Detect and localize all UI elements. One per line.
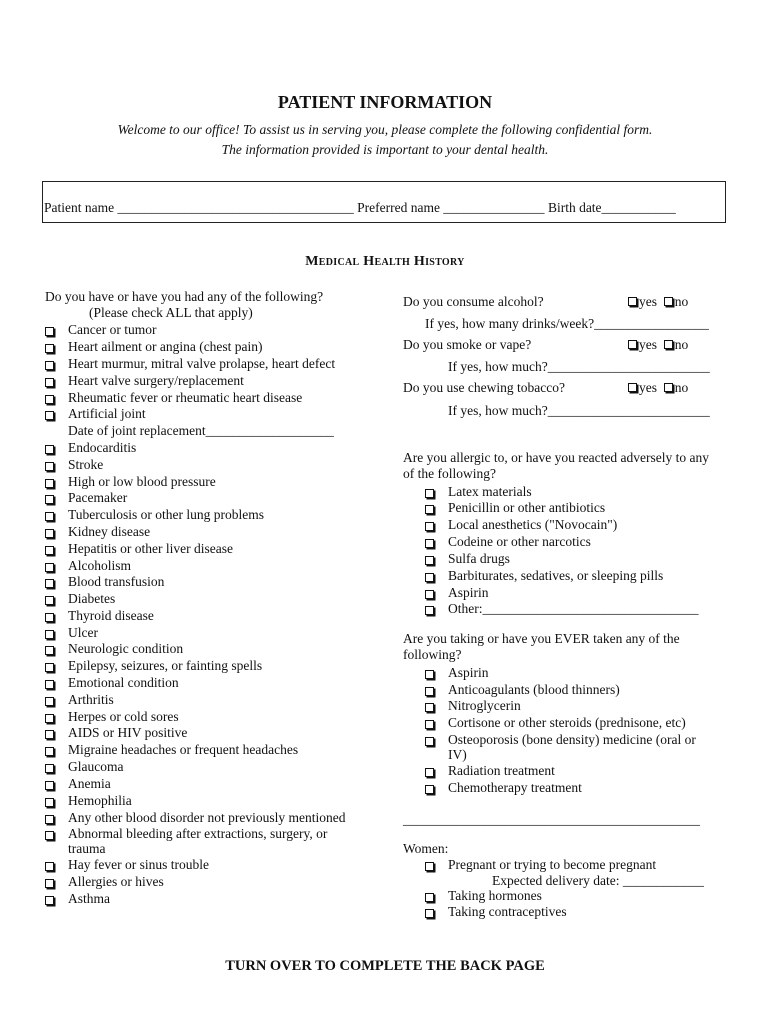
alcohol-yes-no bbox=[628, 294, 688, 310]
condition-13-checkbox[interactable] bbox=[45, 563, 54, 572]
condition-12-checkbox[interactable] bbox=[45, 546, 54, 555]
condition-30-checkbox[interactable] bbox=[45, 862, 54, 871]
condition-22-checkbox[interactable] bbox=[45, 714, 54, 723]
allergy-1-label: Penicillin or other antibiotics bbox=[448, 500, 606, 515]
condition-11-checkbox[interactable] bbox=[45, 529, 54, 538]
condition-0-label: Cancer or tumor bbox=[68, 322, 157, 337]
condition-32-label: Asthma bbox=[68, 891, 110, 906]
allergy-7-checkbox[interactable] bbox=[425, 606, 434, 615]
condition-5-label: Artificial joint bbox=[68, 406, 146, 421]
condition-14-label: Blood transfusion bbox=[68, 574, 165, 589]
condition-23-checkbox[interactable] bbox=[45, 730, 54, 739]
condition-15-checkbox[interactable] bbox=[45, 596, 54, 605]
alcohol-question: Do you consume alcohol? bbox=[403, 294, 544, 309]
condition-0-checkbox[interactable] bbox=[45, 327, 54, 336]
tobacco-yes-checkbox[interactable] bbox=[628, 383, 637, 392]
condition-27-checkbox[interactable] bbox=[45, 798, 54, 807]
conditions-question: Do you have or have you had any of the following? bbox=[45, 289, 324, 304]
condition-7-checkbox[interactable] bbox=[45, 462, 54, 471]
condition-20-label: Emotional condition bbox=[68, 675, 179, 690]
blank-line[interactable]: ____________________________________________ bbox=[403, 812, 700, 827]
condition-16-label: Thyroid disease bbox=[68, 608, 154, 623]
condition-2-label: Heart murmur, mitral valve prolapse, heart defect bbox=[68, 356, 336, 371]
medication-1-checkbox[interactable] bbox=[425, 687, 434, 696]
condition-29-checkbox[interactable] bbox=[45, 831, 54, 840]
condition-27-label: Hemophilia bbox=[68, 793, 132, 808]
smoke-no-checkbox[interactable] bbox=[664, 340, 673, 349]
birth-date-field[interactable]: Birth date___________ bbox=[547, 200, 676, 215]
condition-6-label: Endocarditis bbox=[68, 440, 137, 455]
condition-24-checkbox[interactable] bbox=[45, 747, 54, 756]
condition-16-checkbox[interactable] bbox=[45, 613, 54, 622]
allergy-3-label: Codeine or other narcotics bbox=[448, 534, 591, 549]
condition-18-label: Neurologic condition bbox=[68, 641, 184, 656]
condition-1-label: Heart ailment or angina (chest pain) bbox=[68, 339, 263, 354]
condition-29-label: Abnormal bleeding after extractions, surgery, or bbox=[68, 826, 328, 841]
alcohol-followup[interactable]: If yes, how many drinks/week?_________________ bbox=[425, 316, 709, 331]
condition-26-label: Anemia bbox=[68, 776, 111, 791]
medication-3-label: Cortisone or other steroids (prednisone, etc) bbox=[448, 715, 686, 730]
condition-26-checkbox[interactable] bbox=[45, 781, 54, 790]
condition-32-checkbox[interactable] bbox=[45, 896, 54, 905]
medication-3-checkbox[interactable] bbox=[425, 720, 434, 729]
yes-label: yes bbox=[639, 380, 657, 395]
medication-4-label: Osteoporosis (bone density) medicine (oral or bbox=[448, 732, 696, 747]
intro-line-2: The information provided is important to your dental health. bbox=[221, 142, 549, 157]
condition-4-checkbox[interactable] bbox=[45, 395, 54, 404]
tobacco-no-checkbox[interactable] bbox=[664, 383, 673, 392]
medications-question: Are you taking or have you EVER taken any of the bbox=[403, 631, 680, 646]
allergy-0-checkbox[interactable] bbox=[425, 489, 434, 498]
condition-8-checkbox[interactable] bbox=[45, 479, 54, 488]
allergy-4-checkbox[interactable] bbox=[425, 556, 434, 565]
condition-31-label: Allergies or hives bbox=[68, 874, 164, 889]
medication-5-checkbox[interactable] bbox=[425, 768, 434, 777]
smoke-followup[interactable]: If yes, how much?________________________ bbox=[448, 359, 710, 374]
condition-13-label: Alcoholism bbox=[68, 558, 131, 573]
footer-instruction: TURN OVER TO COMPLETE THE BACK PAGE bbox=[225, 958, 545, 974]
allergy-2-label: Local anesthetics ("Novocain") bbox=[448, 517, 618, 532]
preferred-name-field[interactable]: Preferred name _______________ bbox=[357, 200, 545, 215]
medication-0-checkbox[interactable] bbox=[425, 670, 434, 679]
condition-3-label: Heart valve surgery/replacement bbox=[68, 373, 244, 388]
condition-25-label: Glaucoma bbox=[68, 759, 124, 774]
no-label: no bbox=[674, 380, 689, 395]
tobacco-yes-no bbox=[628, 380, 688, 396]
hormones-label: Taking hormones bbox=[448, 888, 542, 903]
condition-5-checkbox[interactable] bbox=[45, 411, 54, 420]
condition-17-checkbox[interactable] bbox=[45, 630, 54, 639]
allergy-1-checkbox[interactable] bbox=[425, 505, 434, 514]
condition-31-checkbox[interactable] bbox=[45, 879, 54, 888]
allergy-4-label: Sulfa drugs bbox=[448, 551, 510, 566]
condition-7-label: Stroke bbox=[68, 457, 104, 472]
allergy-3-checkbox[interactable] bbox=[425, 539, 434, 548]
medications-question-cont: following? bbox=[403, 647, 462, 662]
tobacco-question: Do you use chewing tobacco? bbox=[403, 380, 565, 395]
condition-23-label: AIDS or HIV positive bbox=[68, 725, 188, 740]
women-label: Women: bbox=[403, 841, 449, 856]
condition-10-checkbox[interactable] bbox=[45, 512, 54, 521]
pregnant-label: Pregnant or trying to become pregnant bbox=[448, 857, 657, 872]
condition-1-checkbox[interactable] bbox=[45, 344, 54, 353]
osteoporosis-cont: IV) bbox=[448, 747, 467, 762]
allergy-7-label: Other:________________________________ bbox=[448, 601, 699, 616]
condition-12-label: Hepatitis or other liver disease bbox=[68, 541, 233, 556]
condition-11-label: Kidney disease bbox=[68, 524, 151, 539]
condition-25-checkbox[interactable] bbox=[45, 764, 54, 773]
no-label: no bbox=[674, 294, 689, 309]
condition-22-label: Herpes or cold sores bbox=[68, 709, 179, 724]
page-title: PATIENT INFORMATION bbox=[277, 92, 493, 112]
contraceptives-label: Taking contraceptives bbox=[448, 904, 567, 919]
conditions-instruction: (Please check ALL that apply) bbox=[89, 305, 253, 320]
alcohol-no-checkbox[interactable] bbox=[664, 297, 673, 306]
medication-4-checkbox[interactable] bbox=[425, 737, 434, 746]
condition-28-checkbox[interactable] bbox=[45, 815, 54, 824]
condition-18-checkbox[interactable] bbox=[45, 646, 54, 655]
allergy-6-label: Aspirin bbox=[448, 585, 489, 600]
condition-6-checkbox[interactable] bbox=[45, 445, 54, 454]
condition-10-label: Tuberculosis or other lung problems bbox=[68, 507, 264, 522]
condition-30-label: Hay fever or sinus trouble bbox=[68, 857, 209, 872]
abnormal-bleeding-cont: trauma bbox=[68, 841, 106, 856]
condition-14-checkbox[interactable] bbox=[45, 579, 54, 588]
allergy-2-checkbox[interactable] bbox=[425, 522, 434, 531]
condition-9-label: Pacemaker bbox=[68, 490, 128, 505]
condition-2-checkbox[interactable] bbox=[45, 361, 54, 370]
condition-24-label: Migraine headaches or frequent headaches bbox=[68, 742, 299, 757]
patient-info-row bbox=[44, 200, 676, 216]
condition-21-label: Arthritis bbox=[68, 692, 114, 707]
joint-replacement-date-field[interactable]: Date of joint replacement___________________ bbox=[68, 423, 334, 438]
condition-9-checkbox[interactable] bbox=[45, 495, 54, 504]
intro-line-1: Welcome to our office! To assist us in serving you, please complete the following confidential form. bbox=[117, 122, 653, 137]
smoke-question: Do you smoke or vape? bbox=[403, 337, 532, 352]
medication-5-label: Radiation treatment bbox=[448, 763, 555, 778]
pregnant-checkbox[interactable] bbox=[425, 862, 434, 871]
condition-4-label: Rheumatic fever or rheumatic heart disease bbox=[68, 390, 303, 405]
medication-0-label: Aspirin bbox=[448, 665, 489, 680]
tobacco-followup[interactable]: If yes, how much?________________________ bbox=[448, 403, 710, 418]
allergy-5-checkbox[interactable] bbox=[425, 573, 434, 582]
condition-8-label: High or low blood pressure bbox=[68, 474, 216, 489]
no-label: no bbox=[674, 337, 689, 352]
condition-3-checkbox[interactable] bbox=[45, 378, 54, 387]
medication-2-checkbox[interactable] bbox=[425, 703, 434, 712]
allergy-5-label: Barbiturates, sedatives, or sleeping pills bbox=[448, 568, 664, 583]
smoke-yes-checkbox[interactable] bbox=[628, 340, 637, 349]
hormones-checkbox[interactable] bbox=[425, 893, 434, 902]
patient-name-field[interactable]: Patient name ___________________________________ bbox=[44, 200, 354, 215]
condition-15-label: Diabetes bbox=[68, 591, 116, 606]
yes-label: yes bbox=[639, 294, 657, 309]
medication-6-checkbox[interactable] bbox=[425, 785, 434, 794]
allergy-6-checkbox[interactable] bbox=[425, 590, 434, 599]
yes-label: yes bbox=[639, 337, 657, 352]
allergy-0-label: Latex materials bbox=[448, 484, 532, 499]
medication-6-label: Chemotherapy treatment bbox=[448, 780, 582, 795]
delivery-date-field[interactable]: Expected delivery date: ____________ bbox=[492, 873, 704, 888]
alcohol-yes-checkbox[interactable] bbox=[628, 297, 637, 306]
smoke-yes-no bbox=[628, 337, 688, 353]
allergies-question: Are you allergic to, or have you reacted adversely to any bbox=[403, 450, 710, 465]
condition-21-checkbox[interactable] bbox=[45, 697, 54, 706]
medication-1-label: Anticoagulants (blood thinners) bbox=[448, 682, 620, 697]
condition-20-checkbox[interactable] bbox=[45, 680, 54, 689]
medication-2-label: Nitroglycerin bbox=[448, 698, 521, 713]
condition-19-label: Epilepsy, seizures, or fainting spells bbox=[68, 658, 263, 673]
condition-19-checkbox[interactable] bbox=[45, 663, 54, 672]
condition-17-label: Ulcer bbox=[68, 625, 98, 640]
allergies-question-cont: of the following? bbox=[403, 466, 496, 481]
section-title: Medical Health History bbox=[305, 254, 465, 269]
condition-28-label: Any other blood disorder not previously mentioned bbox=[68, 810, 346, 825]
contraceptives-checkbox[interactable] bbox=[425, 909, 434, 918]
